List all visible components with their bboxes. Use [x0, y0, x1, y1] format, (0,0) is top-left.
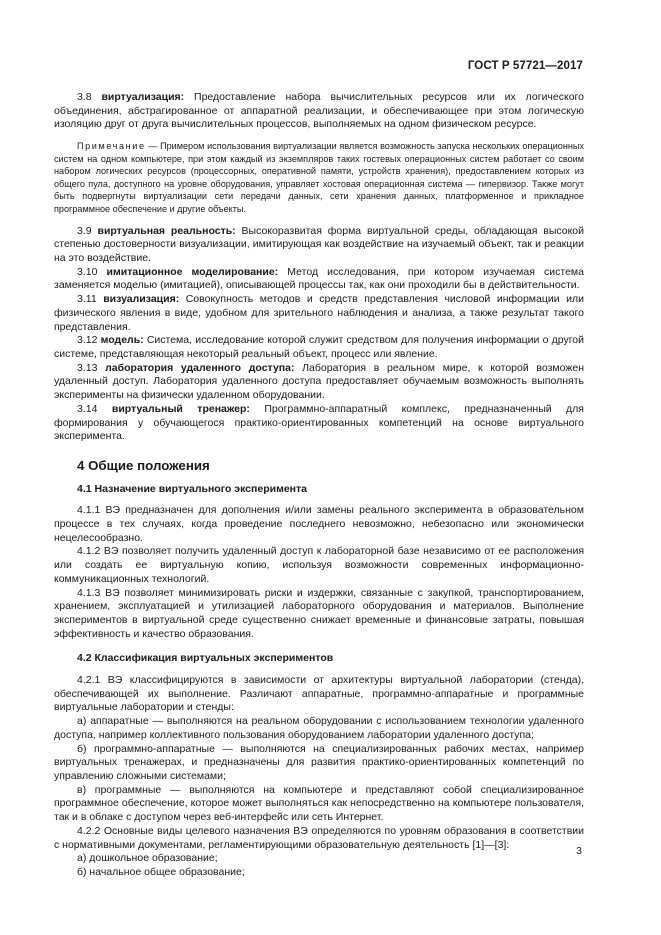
definition-3-9 — [54, 225, 584, 266]
definition-text: Программно-аппаратный комплекс, предназначенный для формирования у обучающегося практико-ориентированных компетенций на основе виртуального эксперимента. — [54, 402, 584, 443]
list-item-a: а) аппаратные — выполняются на реальном оборудовании с использованием технологии удаленного доступа, например коллективного пользования оборудованием лаборатории удаленного доступа; — [54, 715, 584, 741]
subsection-4-1-title: 4.1 Назначение виртуального эксперимента — [77, 482, 308, 495]
paragraph-4-1-2: 4.1.2 ВЭ позволяет получить удаленный доступ к лабораторной базе независимо от ее расположения или создать ее виртуальную копию, используя возможности современных информационно-коммуникационных технологий. — [54, 545, 584, 585]
definition-3-8 — [54, 91, 584, 132]
list-item-b: б) программно-аппаратные — выполняются на специализированных рабочих местах, например виртуальных тренажерах, и предназначены для развития практико-ориентированных компетенций по управлению сложными системами; — [54, 742, 584, 782]
paragraph-4-2-1: 4.2.1 ВЭ классифицируются в зависимости от архитектуры виртуальной лаборатории (стенда), обеспечивающей их выполнение. Различают аппаратные, программно-аппаратные и программные виртуальные лаборатории и стенды: — [54, 674, 584, 714]
definition-text: Система, исследование которой служит средством для получения информации о другой системе, представляющая некоторый реальный объект, процесс или явление. — [54, 334, 584, 360]
definition-3-13 — [54, 362, 584, 403]
page-number: 3 — [576, 845, 582, 857]
subsection-4-2-title: 4.2 Классификация виртуальных экспериментов — [77, 652, 334, 665]
definition-text: Лаборатория в реальном мире, к которой возможен удаленный доступ. Лаборатория удаленного доступа предоставляет обучаемым возможность выполнять эксперименты на физически удаленном оборудовании. — [54, 361, 585, 402]
paragraph-4-1-1: 4.1.1 ВЭ предназначен для дополнения и/или замены реального эксперимента в образовательном процессе в тех случаях, когда проведение последнего невозможно, небезопасно или экономически нецелесообразно. — [54, 504, 584, 544]
note-text: — Примером использования виртуализации является возможность запуска нескольких операционных систем на одном компьютере, при этом каждый из экземпляров таких гостевых операционных систем работает со своим набором логических ресурсов (процессорных, оперативной памяти, устройств хранения), предоставлением которых из общего пула, доступного на уровне оборудования, управляет хостовая операционная система — гипервизор. Также могут быть подвергнуты виртуализации сети передачи данных, сети хранения данных, платформенное и прикладное программное обеспечение и другие объекты. — [54, 141, 584, 215]
definition-number: 3.8 — [77, 91, 92, 103]
definition-number: 3.14 — [77, 402, 98, 415]
paragraph-4-1-3: 4.1.3 ВЭ позволяет минимизировать риски и издержки, связанные с закупкой, транспортированием, хранением, эксплуатацией и утилизацией лабораторного оборудования и материалов. Выполнение экспериментов в виртуальной среде существенно снижает временные и финансовые затраты, повышая эффективность и качество образования. — [54, 586, 584, 640]
list-item-c: в) программные — выполняются на компьютере и представляют собой специализированное программное обеспечение, которое может выполняться как непосредственно на компьютере пользователя, так и в облаке с доступом через веб-интерфейс или сеть Интернет. — [54, 783, 584, 824]
definition-3-14 — [54, 403, 584, 444]
definition-number: 3.10 — [77, 265, 98, 278]
note-block — [54, 140, 584, 216]
definition-3-12 — [54, 334, 584, 361]
definition-number: 3.9 — [77, 224, 92, 237]
definition-text: Метод исследования, при котором изучаемая система заменяется моделью (имитацией), описывающей процессы так, как они проходили бы в действительности. — [54, 265, 584, 292]
definition-term: виртуальная реальность: — [97, 224, 236, 237]
definition-term: визуализация: — [103, 293, 180, 306]
definition-term: виртуализация: — [101, 91, 185, 103]
definition-3-10 — [54, 266, 584, 293]
note-label: Примечание — [77, 141, 146, 152]
definition-term: виртуальный тренажер: — [111, 402, 250, 415]
list-item-preschool: а) дошкольное образование; — [77, 852, 218, 865]
definition-term: имитационное моделирование: — [106, 265, 279, 278]
definition-text: Предоставление набора вычислительных ресурсов или их логического объединения, абстрагированное от аппаратной реализации, и обеспечивающее при этом логическую изоляцию друг от друга вычислительных процессов, выполняемых на одном физическом ресурсе. — [54, 91, 584, 131]
paragraph-4-2-2: 4.2.2 Основные виды целевого назначения ВЭ определяются по уровням образования в соответствии с нормативными документами, регламентирующими образовательную деятельность [1]—[3]: — [54, 824, 584, 851]
section-4-title: 4 Общие положения — [77, 457, 210, 473]
document-body — [54, 91, 584, 880]
standard-header: ГОСТ Р 57721—2017 — [467, 60, 583, 72]
definition-3-11 — [54, 293, 584, 334]
definition-term: лаборатория удаленного доступа: — [105, 361, 295, 374]
definition-number: 3.13 — [77, 361, 98, 374]
definition-number: 3.11 — [77, 293, 97, 306]
definition-term: модель: — [100, 334, 144, 347]
list-item-primary: б) начальное общее образование; — [77, 865, 245, 878]
definition-number: 3.12 — [77, 334, 98, 347]
definition-text: Высокоразвитая форма виртуальной среды, обладающая высокой степенью достоверности визуализации, имитирующая как воздействие на изучаемый объект, так и реакции на это воздействие. — [54, 224, 585, 265]
definition-text: Совокупность методов и средств представления числовой информации или физического явления в виде, удобном для зрительного наблюдения и анализа, а также результат такого представления. — [54, 293, 584, 333]
